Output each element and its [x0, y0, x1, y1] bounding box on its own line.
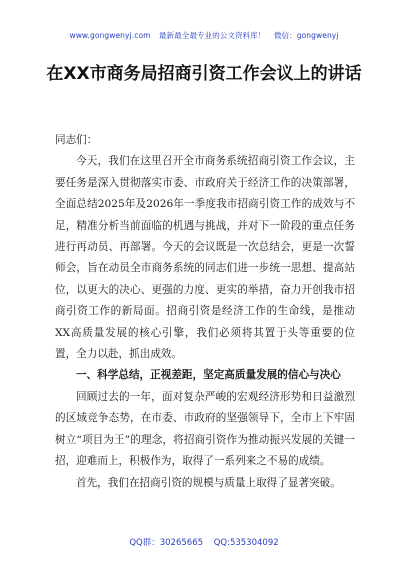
section-paragraph: 首先，我们在招商引资的规模与质量上取得了显著突破。	[76, 476, 341, 489]
document-title: 在XX市商务局招商引资工作会议上的讲话	[46, 64, 362, 84]
section-heading: 一、科学总结，正视差距，坚定高质量发展的信心与决心	[76, 369, 341, 382]
page-footer	[0, 536, 408, 548]
header-wechat: 微信：gongwenyj	[273, 31, 339, 40]
footer-qq: QQ:535304092	[213, 538, 279, 548]
page-header	[0, 30, 408, 41]
intro-paragraph: 今天，我们在这里召开全市商务系统招商引资工作会议，主要任务是深入贯彻落实市委、市政府关于经济工作的决策部署，全面总结2025年及2026年一季度我市招商引资工作的成效与不足，精准分析当前面临的机遇与挑战，并对下一阶段的重点任务进行再动员、再部署。今天的会议既是一次总结会，更是一次誓师会，旨在动员全市商务系统的同志们进一步统一思想、提高站位，以更大的决心、更强的力度、更实的举措，奋力开创我市招商引资工作的新局面。招商引资是经济工作的生命线，是推动XX高质量发展的核心引擎，我们必须将其置于头等重要的位置，全力以赴，抓出成效。	[55, 155, 355, 361]
header-slogan: 最新最全最专业的公文资料库！	[159, 31, 266, 40]
header-site-link[interactable]: www.gongwenyj.com	[69, 31, 151, 40]
document-body	[55, 130, 355, 494]
salutation: 同志们：	[55, 134, 98, 146]
footer-qq-group: QQ群：30265665	[129, 538, 204, 548]
section-paragraph: 回顾过去的一年，面对复杂严峻的宏观经济形势和日益激烈的区域竞争态势，在市委、市政府的坚强领导下，全市上下牢固树立“项目为王”的理念，将招商引资作为推动振兴发展的关键一招，迎难而上，积极作为，取得了一系列来之不易的成绩。	[55, 390, 355, 468]
